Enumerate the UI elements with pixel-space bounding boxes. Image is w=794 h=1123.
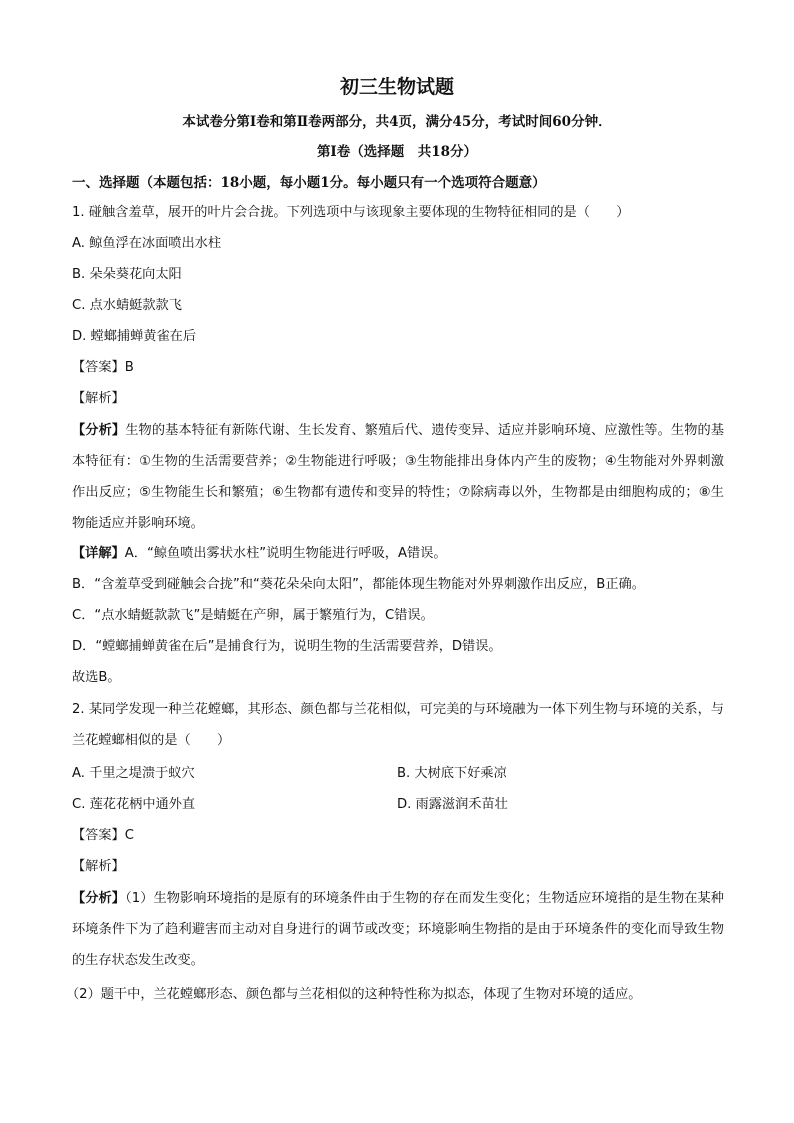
q2-analysis-label: 【解析】 [72,859,125,874]
q1-xiangjie-c: C．“点水蜻蜓款款飞”是蜻蜓在产卵，属于繁殖行为，C错误。 [72,608,434,623]
q2-option-c: C. 莲花花柄中通外直 [72,797,196,812]
exam-title: 初三生物试题 [339,76,454,98]
q2-answer: 【答案】C [72,828,134,843]
q1-answer: 【答案】B [72,360,134,375]
q2-option-d: D. 雨露滋润禾苗壮 [397,797,508,812]
q1-option-d: D. 螳螂捕蝉黄雀在后 [72,329,197,344]
q1-option-c: C. 点水蜻蜓款款飞 [72,298,182,313]
q1-xiangjie-a-text: A．“鲸鱼喷出雾状水柱”说明生物能进行呼吸，A错误。 [124,546,447,561]
q1-xiangjie-a [72,544,732,564]
q2-fenxi-text: （1）生物影响环境指的是原有的环境条件由于生物的存在而发生变化；生物适应环境指的是生物在某种环境条件下为了趋利避害而主动对自身进行的调节或改变；环境影响生物指的是由于环境条件的变化而导致生物的生存状态发生改变。 [72,891,724,968]
q1-xiangjie-b: B．“含羞草受到碰触会合拢”和“葵花朵朵向太阳”，都能体现生物能对外界刺激作出反应，B正确。 [72,577,645,592]
q1-analysis-label: 【解析】 [72,391,125,406]
q1-fenxi-tag: 【分析】 [72,423,126,438]
q1-stem: 1. 碰触含羞草，展开的叶片会合拢。下列选项中与该现象主要体现的生物特征相同的是（ ） [72,205,630,220]
q1-xiangjie-tag: 【详解】 [72,546,125,561]
q2-option-b: B. 大树底下好乘凉 [397,766,507,781]
section-heading: 一、选择题（本题包括：18小题，每小题1分。每小题只有一个选项符合题意） [72,175,546,191]
q1-option-b: B. 朵朵葵花向太阳 [72,267,182,282]
q2-fenxi-tag: 【分析】 [72,891,126,906]
q2-fenxi [72,883,724,976]
q1-option-a: A. 鲸鱼浮在冰面喷出水柱 [72,236,222,251]
exam-subtitle: 本试卷分第Ⅰ卷和第Ⅱ卷两部分，共4页，满分45分，考试时间60分钟． [182,114,612,130]
q2-stem: 2. 某同学发现一种兰花螳螂，其形态、颜色都与兰花相似，可完美的与环境融为一体下列生物与环境的关系，与兰花螳螂相似的是（ ） [72,702,724,748]
part-heading: 第Ⅰ卷（选择题 共18分） [316,144,478,160]
q2-option-a: A. 千里之堤溃于蚁穴 [72,766,195,781]
q1-fenxi [72,415,724,539]
q1-xiangjie-d: D．“螳螂捕蝉黄雀在后”是捕食行为，说明生物的生活需要营养，D错误。 [72,639,502,654]
q1-fenxi-text: 生物的基本特征有新陈代谢、生长发育、繁殖后代、遗传变异、适应并影响环境、应激性等。生物的基本特征有：①生物的生活需要营养；②生物能进行呼吸；③生物能排出身体内产生的废物；④生物能对外界刺激作出反应；⑤生物能生长和繁殖；⑥生物都有遗传和变异的特性；⑦除病毒以外，生物都是由细胞构成的；⑧生物能适应并影响环境。 [72,423,724,531]
q1-conclusion: 故选B。 [72,670,121,685]
q2-fenxi-2: （2）题干中，兰花螳螂形态、颜色都与兰花相似的这种特性称为拟态，体现了生物对环境的适应。 [66,987,642,1002]
